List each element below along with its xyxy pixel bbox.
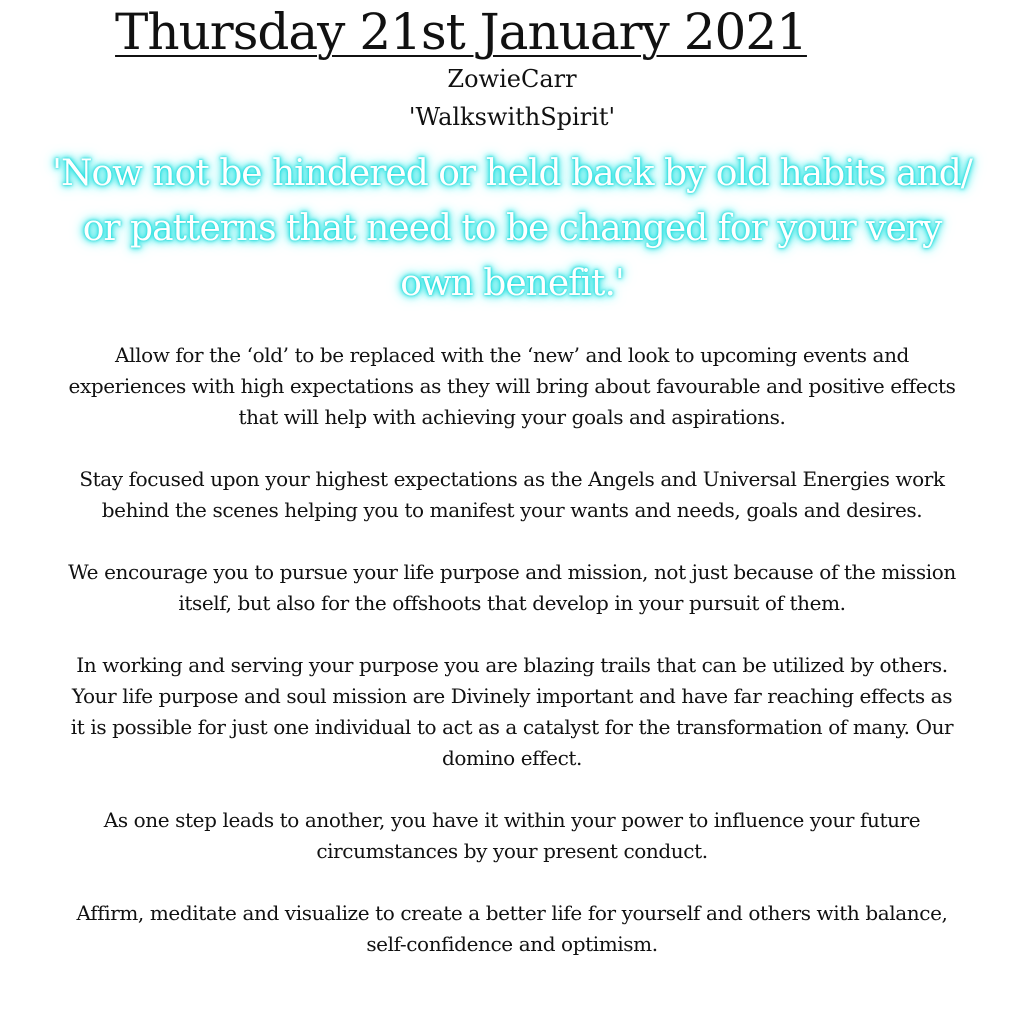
paragraph-line: As one step leads to another, you have it within your power to influence your future [103, 808, 921, 832]
paragraph-line: it is possible for just one individual to act as a catalyst for the transformation of many. Our [70, 715, 954, 739]
paragraph-line: We encourage you to pursue your life purpose and mission, not just because of the mission [68, 560, 956, 584]
paragraph-line: domino effect. [442, 746, 582, 770]
paragraph-line: Stay focused upon your highest expectations as the Angels and Universal Energies work [79, 467, 945, 491]
quote-line: own benefit.' [400, 263, 624, 304]
paragraph-line: In working and serving your purpose you are blazing trails that can be utilized by others. [76, 653, 948, 677]
paragraph-line: self-confidence and optimism. [366, 932, 658, 956]
paragraph [20, 898, 1004, 960]
highlighted-quote [0, 146, 1024, 311]
paragraph-line: itself, but also for the offshoots that develop in your pursuit of them. [178, 591, 846, 615]
paragraph-line: Your life purpose and soul mission are Divinely important and have far reaching effects as [71, 684, 953, 708]
message-body [20, 340, 1004, 991]
page-title: Thursday 21st January 2021 [115, 3, 807, 61]
paragraph-line: Allow for the ‘old’ to be replaced with the ‘new’ and look to upcoming events and [115, 343, 909, 367]
author-tagline: 'WalkswithSpirit' [408, 103, 616, 131]
paragraph [20, 557, 1004, 619]
paragraph [20, 464, 1004, 526]
paragraph-line: that will help with achieving your goals and aspirations. [238, 405, 786, 429]
paragraph [20, 650, 1004, 774]
quote-line: 'Now not be hindered or held back by old habits and/ [52, 153, 972, 194]
paragraph-line: circumstances by your present conduct. [316, 839, 708, 863]
quote-line: or patterns that need to be changed for your very [82, 208, 942, 249]
paragraph-line: Affirm, meditate and visualize to create a better life for yourself and others with balance, [76, 901, 948, 925]
paragraph [20, 340, 1004, 433]
paragraph [20, 805, 1004, 867]
author-name: ZowieCarr [447, 65, 577, 93]
paragraph-line: experiences with high expectations as they will bring about favourable and positive effects [68, 374, 956, 398]
paragraph-line: behind the scenes helping you to manifest your wants and needs, goals and desires. [101, 498, 923, 522]
